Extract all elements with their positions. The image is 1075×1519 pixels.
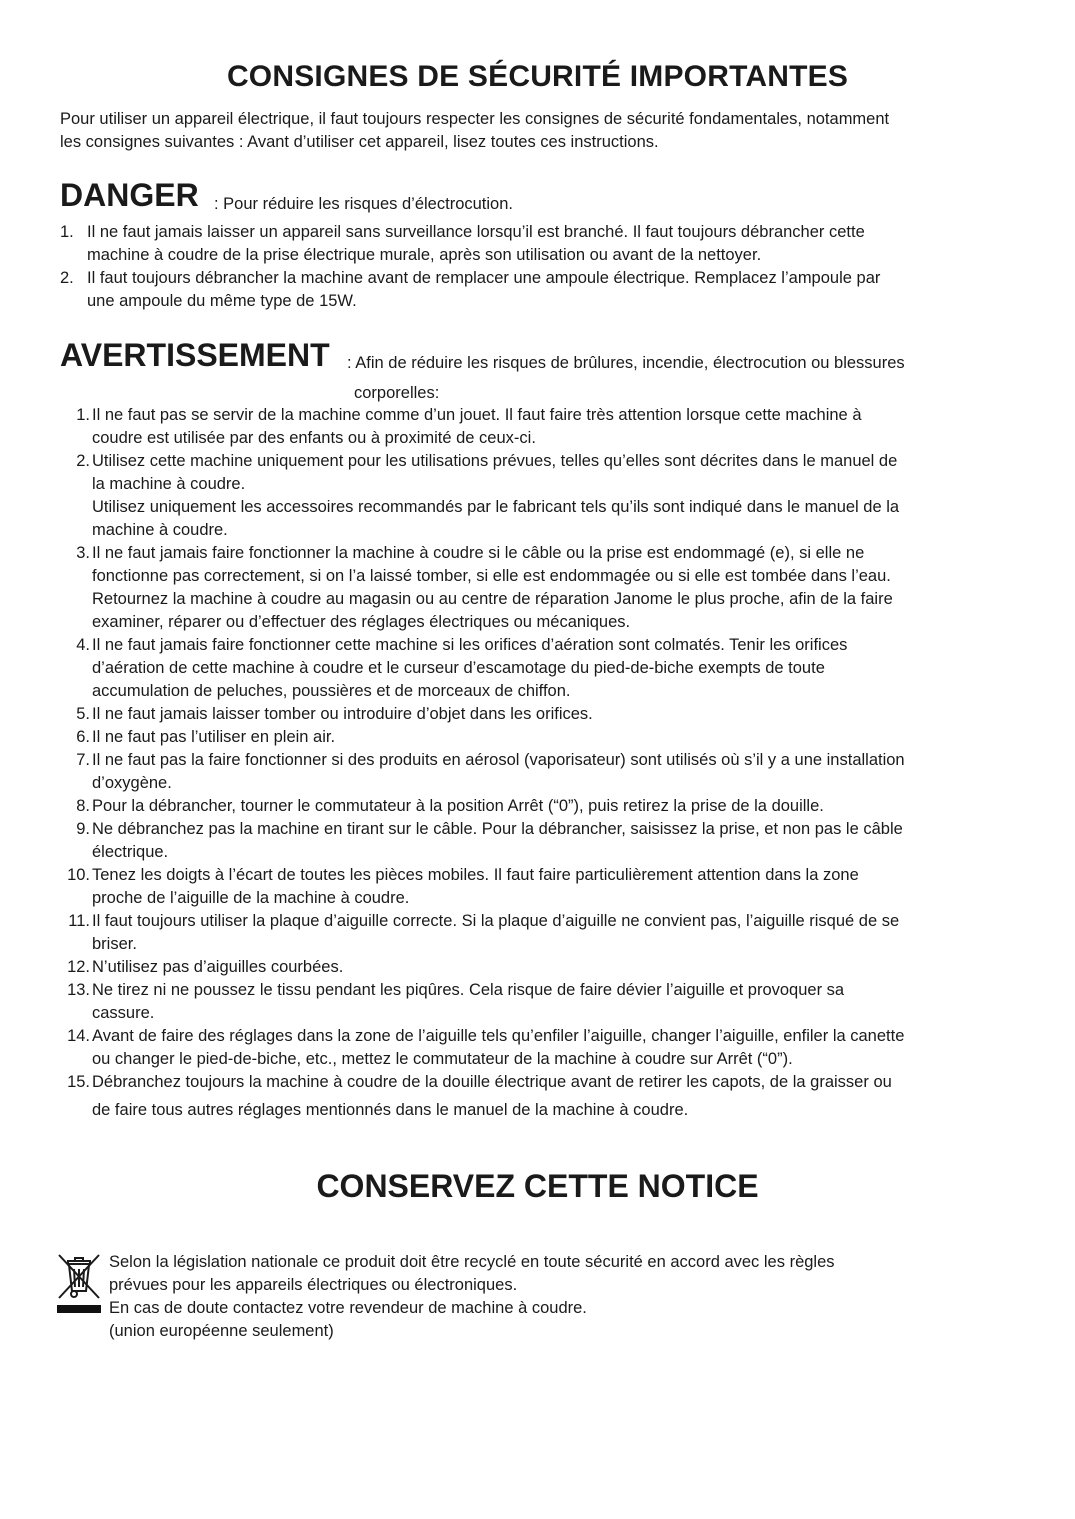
list-item-line: Retournez la machine à coudre au magasin ou au centre de réparation Janome le plus proche, afin de la faire <box>92 590 893 608</box>
list-item-line: Il ne faut jamais faire fonctionner cette machine si les orifices d’aération sont colmatés. Tenir les orifices <box>92 636 848 654</box>
recycling-line: En cas de doute contactez votre revendeur de machine à coudre. <box>109 1299 587 1317</box>
list-item-line: machine à coudre de la prise électrique murale, après son utilisation ou avant de la nettoyer. <box>87 246 762 264</box>
list-item-line: Il faut toujours utiliser la plaque d’aiguille correcte. Si la plaque d’aiguille ne convient pas, l’aiguille risqué de se <box>92 912 900 930</box>
list-item-number: 15. <box>67 1073 90 1091</box>
list-item-line: examiner, réparer ou d’effectuer des réglages électriques ou mécaniques. <box>92 613 631 631</box>
list-item-line: Il ne faut jamais laisser un appareil sans surveillance lorsqu’il est branché. Il faut toujours débrancher cette <box>87 223 865 241</box>
list-item-line: Il ne faut jamais faire fonctionner la machine à coudre si le câble ou la prise est endommagé (e), si elle ne <box>92 544 865 562</box>
list-item-line: électrique. <box>92 843 169 861</box>
list-item-line: Utilisez cette machine uniquement pour les utilisations prévues, telles qu’elles sont décrites dans le manuel de <box>92 452 898 470</box>
page-title: CONSIGNES DE SÉCURITÉ IMPORTANTES <box>226 60 849 93</box>
list-item <box>60 726 1020 749</box>
list-item <box>60 267 1020 313</box>
list-item <box>60 404 1020 450</box>
list-item-line: d’oxygène. <box>92 774 172 792</box>
list-item-number: 3. <box>76 544 90 562</box>
list-item-line: fonctionne pas correctement, si on l’a laissé tomber, si elle est endommagée ou si elle est tombée dans l’eau. <box>92 567 891 585</box>
recycling-line: prévues pour les appareils électriques ou électroniques. <box>109 1276 518 1294</box>
list-item-line: ou changer le pied-de-biche, etc., mettez le commutateur de la machine à coudre sur Arrêt (“0”). <box>92 1050 793 1068</box>
list-item <box>60 1071 1020 1122</box>
list-item-line: Débranchez toujours la machine à coudre de la douille électrique avant de retirer les capots, de la graisser ou <box>92 1073 892 1091</box>
list-item <box>60 956 1020 979</box>
list-item-number: 1. <box>76 406 90 424</box>
list-item-number: 12. <box>67 958 90 976</box>
list-item <box>60 749 1020 795</box>
list-item <box>60 703 1020 726</box>
list-item-line: briser. <box>92 935 137 953</box>
list-item-line: machine à coudre. <box>92 521 228 539</box>
list-item-line: de faire tous autres réglages mentionnés dans le manuel de la machine à coudre. <box>92 1101 689 1119</box>
list-item-line: accumulation de peluches, poussières et de morceaux de chiffon. <box>92 682 571 700</box>
list-item-line: N’utilisez pas d’aiguilles courbées. <box>92 958 344 976</box>
list-item <box>60 979 1020 1025</box>
list-item-line: Avant de faire des réglages dans la zone de l’aiguille tels qu’enfiler l’aiguille, changer l’aiguille, enfiler la canette <box>92 1027 905 1045</box>
list-item-line: d’aération de cette machine à coudre et le curseur d’escamotage du pied-de-biche exempts de toute <box>92 659 825 677</box>
list-item-number: 8. <box>76 797 90 815</box>
list-item-line: Tenez les doigts à l’écart de toutes les pièces mobiles. Il faut faire particulièrement attention dans la zone <box>92 866 859 884</box>
list-item-line: une ampoule du même type de 15W. <box>87 292 357 310</box>
list-item-number: 10. <box>67 866 90 884</box>
list-item-line: Il ne faut jamais laisser tomber ou introduire d’objet dans les orifices. <box>92 705 593 723</box>
list-item-line: Il ne faut pas se servir de la machine comme d’un jouet. Il faut faire très attention lorsque cette machine à <box>92 406 862 424</box>
list-item <box>60 910 1020 956</box>
crossed-out-wheelie-bin-icon <box>56 1252 102 1316</box>
list-item <box>60 795 1020 818</box>
keep-instructions-heading: CONSERVEZ CETTE NOTICE <box>316 1168 759 1204</box>
list-item-number: 4. <box>76 636 90 654</box>
list-item-number: 6. <box>76 728 90 746</box>
list-item-number: 7. <box>76 751 90 769</box>
intro-paragraph <box>60 108 1020 154</box>
intro-line: les consignes suivantes : Avant d’utiliser cet appareil, lisez toutes ces instructions. <box>60 133 659 151</box>
recycling-line: Selon la législation nationale ce produit doit être recyclé en toute sécurité en accord avec les règles <box>109 1253 835 1271</box>
list-item <box>60 542 1020 634</box>
list-item-line: Il faut toujours débrancher la machine avant de remplacer une ampoule électrique. Remplacez l’ampoule par <box>87 269 881 287</box>
list-item <box>60 221 1020 267</box>
list-item-line: Pour la débrancher, tourner le commutateur à la position Arrêt (“0”), puis retirez la prise de la douille. <box>92 797 824 815</box>
warning-list <box>60 404 1020 1122</box>
list-item <box>60 450 1020 542</box>
list-item <box>60 864 1020 910</box>
list-item-number: 14. <box>67 1027 90 1045</box>
intro-line: Pour utiliser un appareil électrique, il faut toujours respecter les consignes de sécurité fondamentales, notamment <box>60 110 890 128</box>
list-item-line: proche de l’aiguille de la machine à coudre. <box>92 889 410 907</box>
warning-description-line: corporelles: <box>354 384 440 402</box>
list-item-line: cassure. <box>92 1004 155 1022</box>
list-item <box>60 1025 1020 1071</box>
recycling-notice <box>109 1251 1009 1343</box>
list-item-number: 5. <box>76 705 90 723</box>
list-item-line: Ne débranchez pas la machine en tirant sur le câble. Pour la débrancher, saisissez la prise, et non pas le câble <box>92 820 903 838</box>
list-item-line: la machine à coudre. <box>92 475 246 493</box>
list-item-number: 11. <box>68 912 90 930</box>
list-item-number: 2. <box>60 269 74 287</box>
list-item-line: Il ne faut pas la faire fonctionner si des produits en aérosol (vaporisateur) sont utilisés où s’il y a une installation <box>92 751 905 769</box>
list-item-number: 1. <box>60 223 74 241</box>
list-item <box>60 634 1020 703</box>
recycling-line: (union européenne seulement) <box>109 1322 334 1340</box>
list-item <box>60 818 1020 864</box>
list-item-number: 9. <box>76 820 90 838</box>
warning-description-line: : Afin de réduire les risques de brûlures, incendie, électrocution ou blessures <box>347 354 905 372</box>
list-item-line: Ne tirez ni ne poussez le tissu pendant les piqûres. Cela risque de faire dévier l’aiguille et provoquer sa <box>92 981 845 999</box>
list-item-number: 13. <box>67 981 90 999</box>
list-item-line: coudre est utilisée par des enfants ou à proximité de ceux-ci. <box>92 429 536 447</box>
danger-heading: DANGER <box>60 177 199 213</box>
warning-heading: AVERTISSEMENT <box>60 337 330 373</box>
list-item-line: Il ne faut pas l’utiliser en plein air. <box>92 728 336 746</box>
list-item-number: 2. <box>76 452 90 470</box>
danger-description: : Pour réduire les risques d’électrocution. <box>214 195 513 213</box>
danger-list <box>60 221 1020 313</box>
list-item-line: Utilisez uniquement les accessoires recommandés par le fabricant tels qu’ils sont indiqué dans le manuel de la <box>92 498 900 516</box>
